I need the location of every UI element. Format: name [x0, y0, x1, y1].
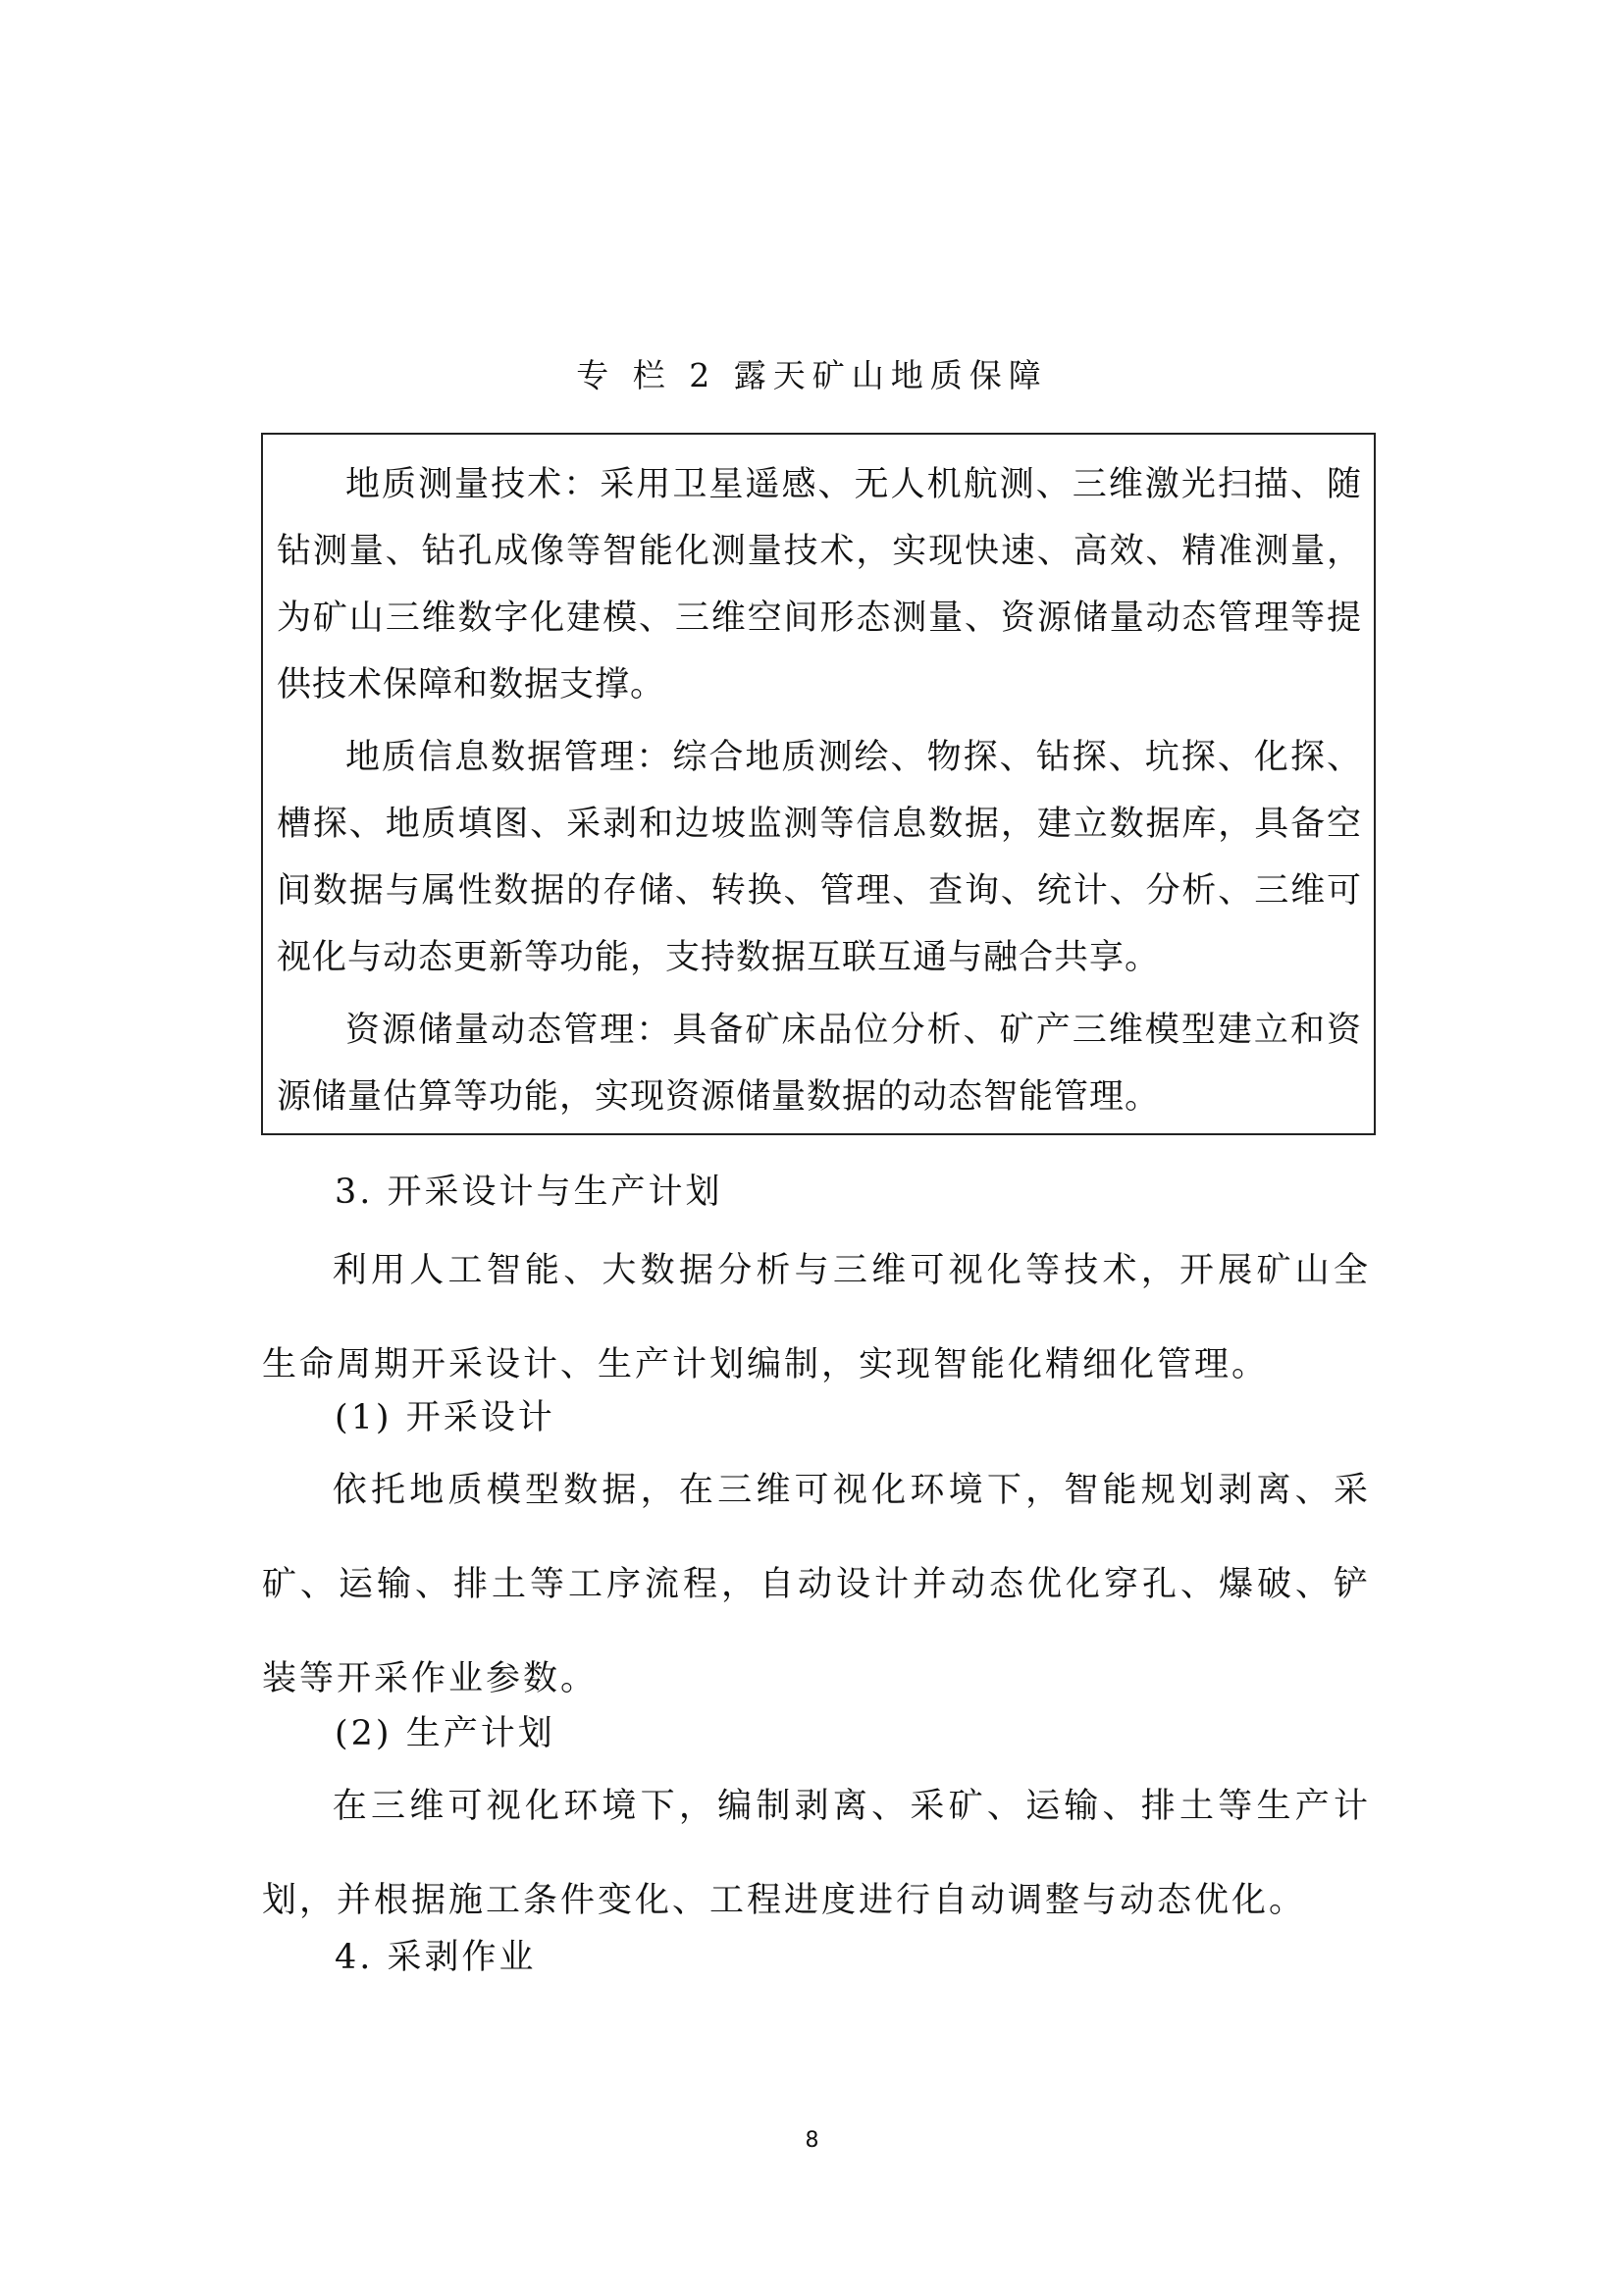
box-paragraph-data-management: 地质信息数据管理：综合地质测绘、物探、钻探、坑探、化探、槽探、地质填图、采剥和边坡监测等信息数据，建立数据库，具备空间数据与属性数据的存储、转换、管理、查询、统计、分析、三维可视化与动态更新等功能，支持数据互联互通与融合共享。 [277, 738, 1362, 977]
box-paragraph-survey: 地质测量技术：采用卫星遥感、无人机航测、三维激光扫描、随钻测量、钻孔成像等智能化测量技术，实现快速、高效、精准测量，为矿山三维数字化建模、三维空间形态测量、资源储量动态管理等提供技术保障和数据支撑。 [277, 465, 1362, 704]
box-paragraph-reserves: 资源储量动态管理：具备矿床品位分析、矿产三维模型建立和资源储量估算等功能，实现资源储量数据的动态智能管理。 [277, 1011, 1362, 1117]
section-3-heading: 3. 开采设计与生产计划 [335, 1173, 723, 1212]
subsection-1-text: 依托地质模型数据，在三维可视化环境下，智能规划剥离、采矿、运输、排土等工序流程，自动设计并动态优化穿孔、爆破、铲装等开采作业参数。 [262, 1471, 1371, 1698]
section-4-heading: 4. 采剥作业 [335, 1938, 537, 1977]
subsection-2-text: 在三维可视化环境下，编制剥离、采矿、运输、排土等生产计划，并根据施工条件变化、工程进度进行自动调整与动态优化。 [262, 1787, 1371, 1920]
section-3-intro: 利用人工智能、大数据分析与三维可视化等技术，开展矿山全生命周期开采设计、生产计划编制，实现智能化精细化管理。 [262, 1251, 1371, 1384]
sidebar-box [261, 433, 1376, 1135]
subsection-2-heading: (2) 生产计划 [335, 1714, 555, 1753]
box-title: 专 栏 2 露天矿山地质保障 [576, 356, 1048, 394]
subsection-1-heading: (1) 开采设计 [335, 1398, 555, 1437]
page-number: 8 [805, 2128, 819, 2153]
